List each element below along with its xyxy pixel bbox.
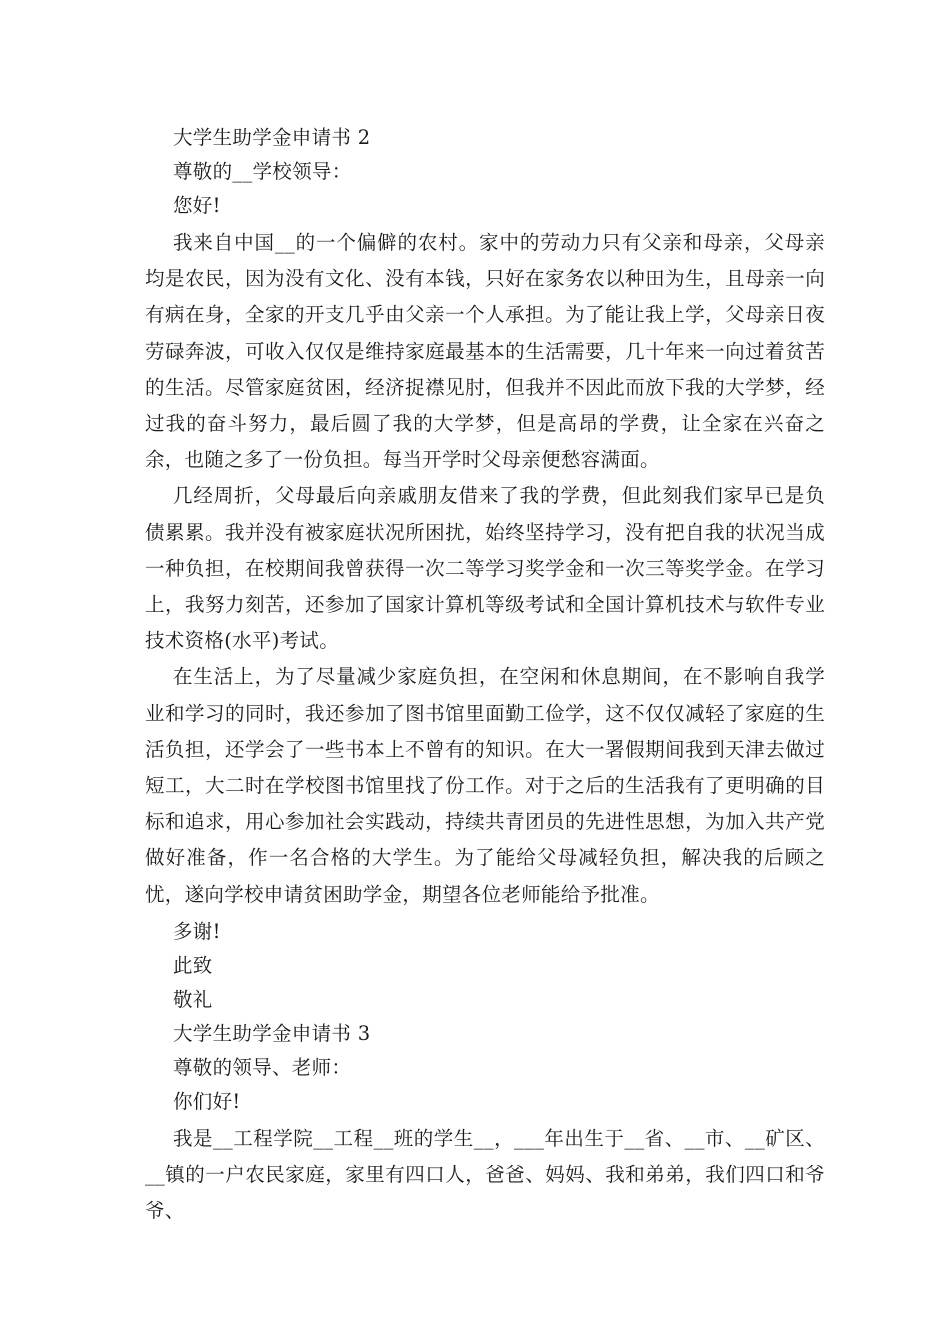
greeting: 你们好!: [173, 1089, 241, 1113]
document-body: [145, 121, 825, 1229]
section-title: 大学生助学金申请书 3: [173, 1021, 371, 1045]
body-paragraph: 在生活上，为了尽量减少家庭负担，在空闲和休息期间，在不影响自我学业和学习的同时，我还参加了图书馆里面勤工俭学，这不仅仅减轻了家庭的生活负担，还学会了一些书本上不曾有的知识。在大一署假期间我到天津去做过短工，大二时在学校图书馆里找了份工作。对于之后的生活我有了更明确的目标和追求，用心参加社会实践动，持续共青团员的先进性思想，为加入共产党做好准备，作一名合格的大学生。为了能给父母减轻负担，解决我的后顾之忧，遂向学校申请贫困助学金，期望各位老师能给予批准。: [145, 665, 825, 906]
body-paragraph: 我是__工程学院__工程__班的学生__，___年出生于__省、__市、__矿区、__镇的一户农民家庭，家里有四口人，爸爸、妈妈、我和弟弟，我们四口和爷爷、: [145, 1126, 825, 1223]
closing-line: 敬礼: [173, 987, 213, 1011]
salutation: 尊敬的__学校领导：: [173, 160, 352, 183]
greeting: 您好!: [173, 194, 221, 217]
salutation: 尊敬的领导、老师：: [173, 1055, 352, 1079]
body-paragraph: 几经周折，父母最后向亲戚朋友借来了我的学费，但此刻我们家早已是负债累累。我并没有被家庭状况所困扰，始终坚持学习，没有把自我的状况当成一种负担，在校期间我曾获得一次二等学习奖学金和一次三等奖学金。在学习上，我努力刻苦，还参加了国家计算机等级考试和全国计算机技术与软件专业技术资格(水平)考试。: [145, 484, 825, 653]
closing-line: 此致: [173, 953, 213, 977]
body-paragraph: 我来自中国__的一个偏僻的农村。家中的劳动力只有父亲和母亲，父母亲均是农民，因为没有文化、没有本钱，只好在家务农以种田为生，且母亲一向有病在身，全家的开支几乎由父亲一个人承担。为了能让我上学，父母亲日夜劳碌奔波，可收入仅仅是维持家庭最基本的生活需要，几十年来一向过着贫苦的生活。尽管家庭贫困，经济捉襟见肘，但我并不因此而放下我的大学梦，经过我的奋斗努力，最后圆了我的大学梦，但是高昂的学费，让全家在兴奋之余，也随之多了一份负担。每当开学时父母亲便愁容满面。: [145, 231, 825, 472]
section-title: 大学生助学金申请书 2: [173, 126, 371, 149]
thanks-line: 多谢!: [173, 919, 221, 943]
